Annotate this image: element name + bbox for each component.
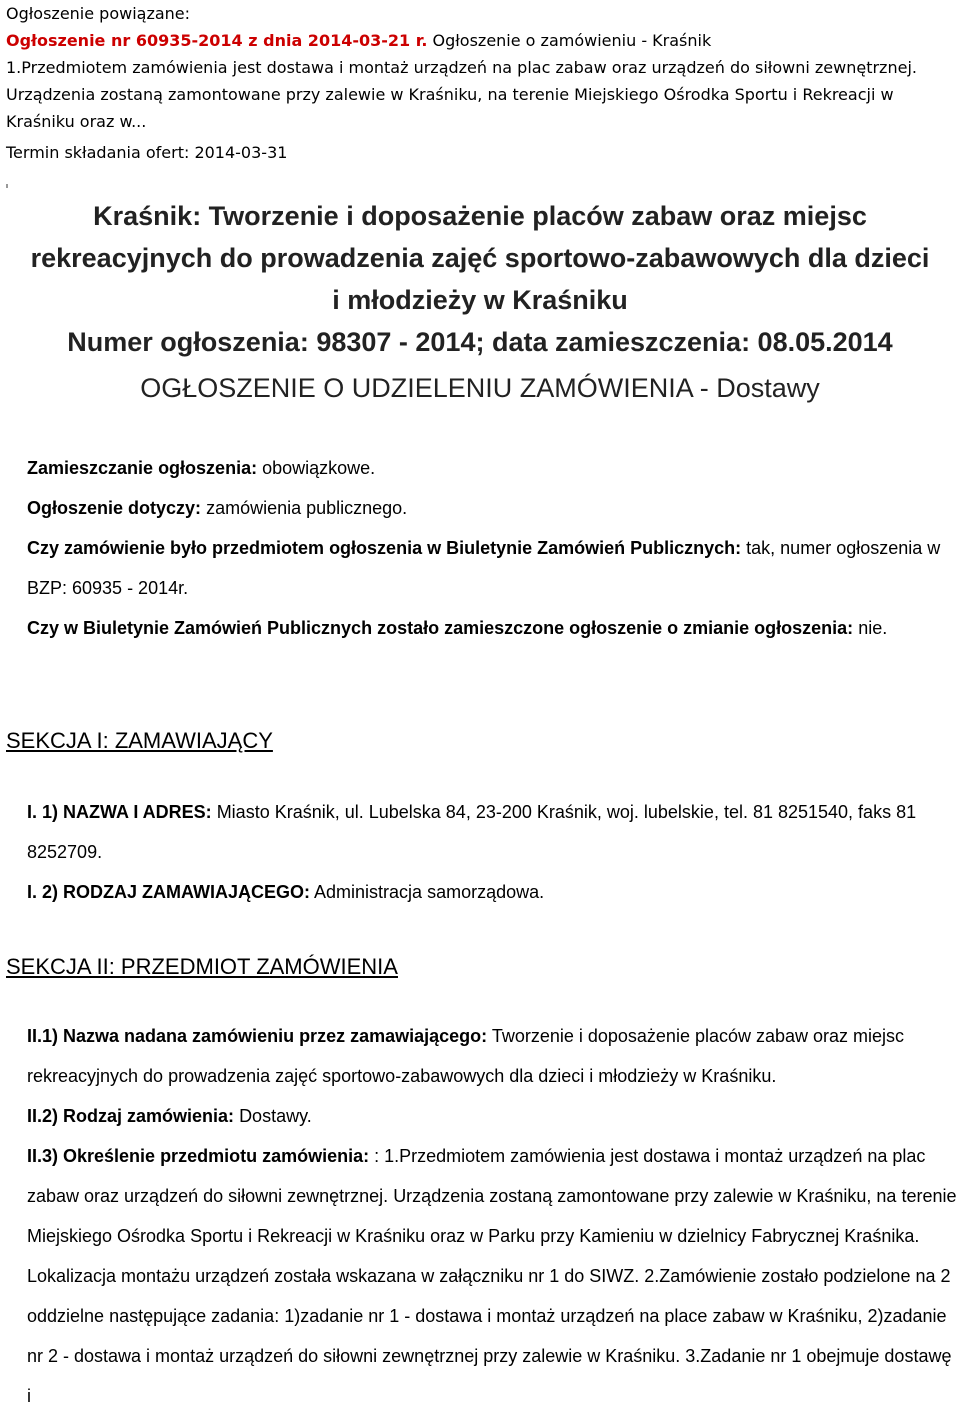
order-kind-value: Dostawy. [239,1106,312,1126]
address-row [27,792,959,872]
section-2-heading: SEKCJA II: PRZEDMIOT ZAMÓWIENIA [6,954,398,979]
section-1-content [27,792,959,912]
order-desc-value: : 1.Przedmiotem zamówienia jest dostawa i montaż urządzeń na plac zabaw oraz urządzeń do siłowni zewnętrznej. Urządzenia zostaną zamontowane przy zalewie w Kraśniku, na terenie Miejskiego Ośrodka Sportu i Rekreacji w Kraśniku oraz w Parku przy Kamieniu w dzielnicy Fabrycznej Kraśnika. Lokalizacja montażu urządzeń została wskazana w załączniku nr 1 do SIWZ. 2.Zamówienie zostało podzielone na 2 oddzielne następujące zadania: 1)zadanie nr 1 - dostawa i montaż urządzeń na place zabaw w Kraśniku, 2)zadanie nr 2 - dostawa i montaż urządzeń do siłowni zewnętrznej przy zalewie w Kraśniku. 3.Zadanie nr 1 obejmuje dostawę i [27,1146,957,1406]
order-desc-row [27,1136,959,1416]
change-row [27,608,957,648]
change-value: nie. [858,618,888,638]
placement-row [27,448,957,488]
contracting-type-label: I. 2) RODZAJ ZAMAWIAJĄCEGO: [27,882,311,902]
notice-header [0,195,960,409]
contracting-type-value: Administracja samorządowa. [314,882,545,902]
notice-info [27,448,957,648]
section-1-heading: SEKCJA I: ZAMAWIAJĄCY [6,728,273,753]
contracting-type-row [27,872,959,912]
order-name-row [27,1016,959,1096]
placement-value: obowiązkowe. [262,458,376,478]
concerns-row [27,488,957,528]
bzp-label: Czy zamówienie było przedmiotem ogłoszenia w Biuletynie Zamówień Publicznych: [27,538,742,558]
related-summary: 1.Przedmiotem zamówienia jest dostawa i montaż urządzeń na plac zabaw oraz urządzeń do siłowni zewnętrznej. Urządzenia zostaną zamontowane przy zalewie w Kraśniku, na terenie Miejskiego Ośrodka Sportu i Rekreacji w Kraśniku oraz w... [6,58,917,131]
notice-number: Numer ogłoszenia: 98307 - 2014; data zamieszczenia: 08.05.2014 [67,327,893,357]
change-label: Czy w Biuletynie Zamówień Publicznych zostało zamieszczone ogłoszenie o zmianie ogłoszenia: [27,618,854,638]
bzp-value: tak, numer ogłoszenia w BZP: 60935 - 2014r. [27,538,941,598]
related-notice-link[interactable]: Ogłoszenie nr 60935-2014 z dnia 2014-03-21 r. [6,31,428,50]
bzp-row [27,528,957,608]
related-notice-desc: Ogłoszenie o zamówieniu - Kraśnik [432,31,712,50]
divider-mark [6,184,8,188]
order-name-value: Tworzenie i doposażenie placów zabaw oraz miejsc rekreacyjnych do prowadzenia zajęć sportowo-zabawowych dla dzieci i młodzieży w Kraśniku. [27,1026,905,1086]
order-kind-label: II.2) Rodzaj zamówienia: [27,1106,235,1126]
related-deadline: Termin składania ofert: 2014-03-31 [6,143,288,162]
address-value: Miasto Kraśnik, ul. Lubelska 84, 23-200 Kraśnik, woj. lubelskie, tel. 81 8251540, faks 81 8252709. [27,802,917,862]
section-2-content [27,1016,959,1416]
notice-kind: OGŁOSZENIE O UDZIELENIU ZAMÓWIENIA - Dostawy [140,373,820,403]
order-desc-label: II.3) Określenie przedmiotu zamówienia: [27,1146,370,1166]
notice-title: Kraśnik: Tworzenie i doposażenie placów zabaw oraz miejsc rekreacyjnych do prowadzenia zajęć sportowo-zabawowych dla dzieci i młodzieży w Kraśniku [30,201,930,315]
related-notice [6,0,956,166]
order-kind-row [27,1096,959,1136]
concerns-value: zamówienia publicznego. [206,498,408,518]
order-name-label: II.1) Nazwa nadana zamówieniu przez zamawiającego: [27,1026,488,1046]
related-heading: Ogłoszenie powiązane: [6,4,191,23]
placement-label: Zamieszczanie ogłoszenia: [27,458,258,478]
address-label: I. 1) NAZWA I ADRES: [27,802,212,822]
concerns-label: Ogłoszenie dotyczy: [27,498,202,518]
